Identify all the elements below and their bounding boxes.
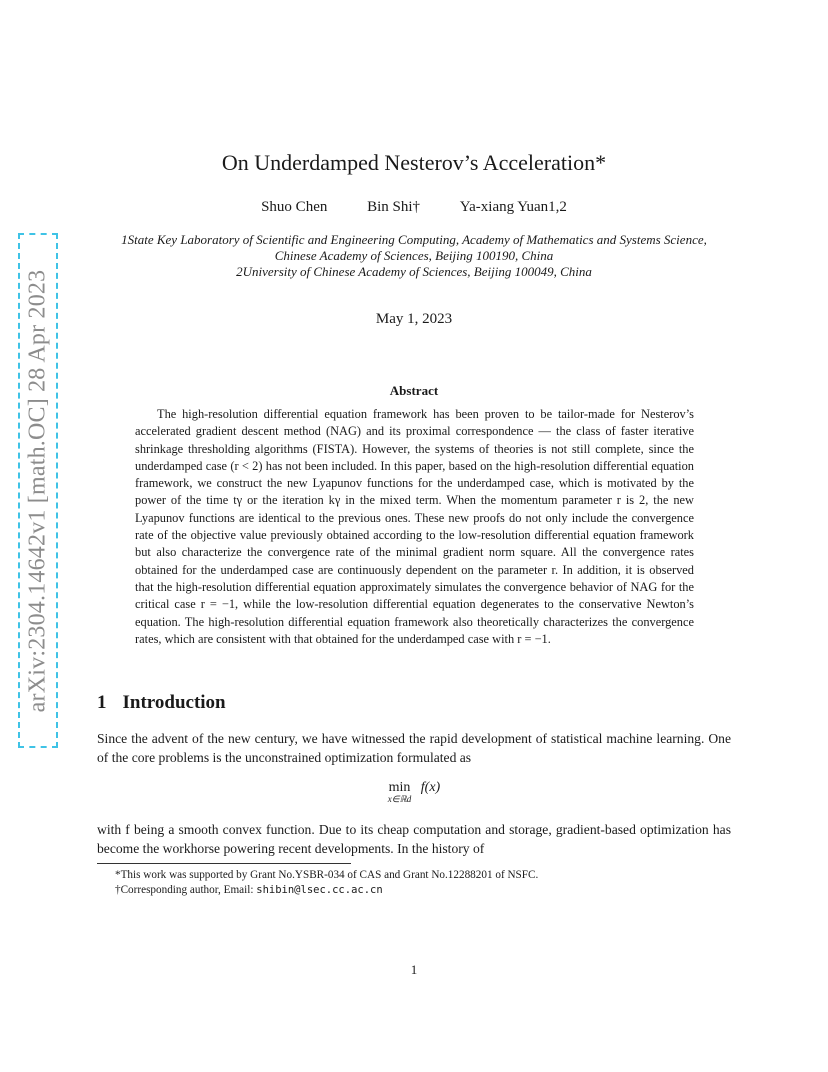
- affiliation-1: 1State Key Laboratory of Scientific and Engineering Computing, Academy of Mathematics and Systems Science, Chinese Academy of Sciences, Beijing 100190, China: [121, 232, 707, 263]
- abstract-heading: Abstract: [389, 383, 439, 398]
- footnote-rule: [97, 863, 351, 864]
- optimization-equation: [0, 780, 828, 805]
- affiliation-2: 2University of Chinese Academy of Sciences, Beijing 100049, China: [236, 264, 592, 279]
- footnote-corresponding-text: †Corresponding author, Email:: [115, 884, 257, 896]
- footnote-corresponding: [115, 884, 735, 896]
- author-name: Bin Shi†: [367, 199, 421, 215]
- abstract-body: The high-resolution differential equation framework has been proven to be tailor-made for Nesterov’s accelerated gradient descent method (NAG) and its proximal correspondence — the class of faster iterative shrinkage thresholding algorithms (FISTA). However, the systems of theories is not still complete, since the underdamped case (r < 2) has not been included. In this paper, based on the high-resolution differential equation framework, we construct the new Lyapunov functions for the underdamped case, which is motivated by the power of the time tγ or the iteration kγ in the mixed term. When the momentum parameter r is 2, the new Lyapunov functions are identical to the previous ones. These new proofs do not only include the convergence rate of the objective value previously obtained according to the low-resolution differential equation framework but also characterize the convergence rate of the minimal gradient norm square. All the convergence rates obtained for the underdamped case are continuously dependent on the parameter r. In addition, it is observed that the high-resolution differential equation approximately simulates the convergence behavior of NAG for the critical case r = −1, while the low-resolution differential equation degenerates to the conservative Newton’s equation. The high-resolution differential equation framework also theoretically characterizes the convergence rates, which are consistent with that obtained for the underdamped case with r = −1.: [135, 407, 694, 646]
- page-number: 1: [410, 962, 418, 977]
- equation-min: min: [388, 780, 411, 795]
- author-name: Shuo Chen: [261, 199, 328, 215]
- equation-subscript: x∈ℝd: [387, 794, 412, 804]
- affiliations: [100, 232, 728, 280]
- footnote-funding: *This work was supported by Grant No.YSBR-034 of CAS and Grant No.12288201 of NSFC.: [115, 869, 539, 881]
- publication-date: May 1, 2023: [375, 311, 453, 327]
- equation-objective: f(x): [420, 780, 441, 795]
- section-number: 1: [97, 692, 107, 713]
- intro-paragraph-1: Since the advent of the new century, we have witnessed the rapid development of statistical machine learning. One of the core problems is the unconstrained optimization formulated as: [97, 731, 731, 765]
- arxiv-identifier-text: arXiv:2304.14642v1 [math.OC] 28 Apr 2023: [24, 269, 51, 712]
- email-link[interactable]: shibin@lsec.cc.ac.cn: [256, 884, 383, 896]
- section-heading: [97, 692, 226, 714]
- author-name: Ya-xiang Yuan1,2: [459, 199, 567, 215]
- section-title: Introduction: [122, 692, 226, 713]
- author-list: [0, 199, 828, 216]
- equation-operator: [388, 780, 411, 805]
- intro-paragraph-2: with f being a smooth convex function. Due to its cheap computation and storage, gradient-based optimization has become the workhorse powering recent developments. In the history of: [97, 822, 731, 856]
- paper-title: On Underdamped Nesterov’s Acceleration*: [221, 150, 607, 175]
